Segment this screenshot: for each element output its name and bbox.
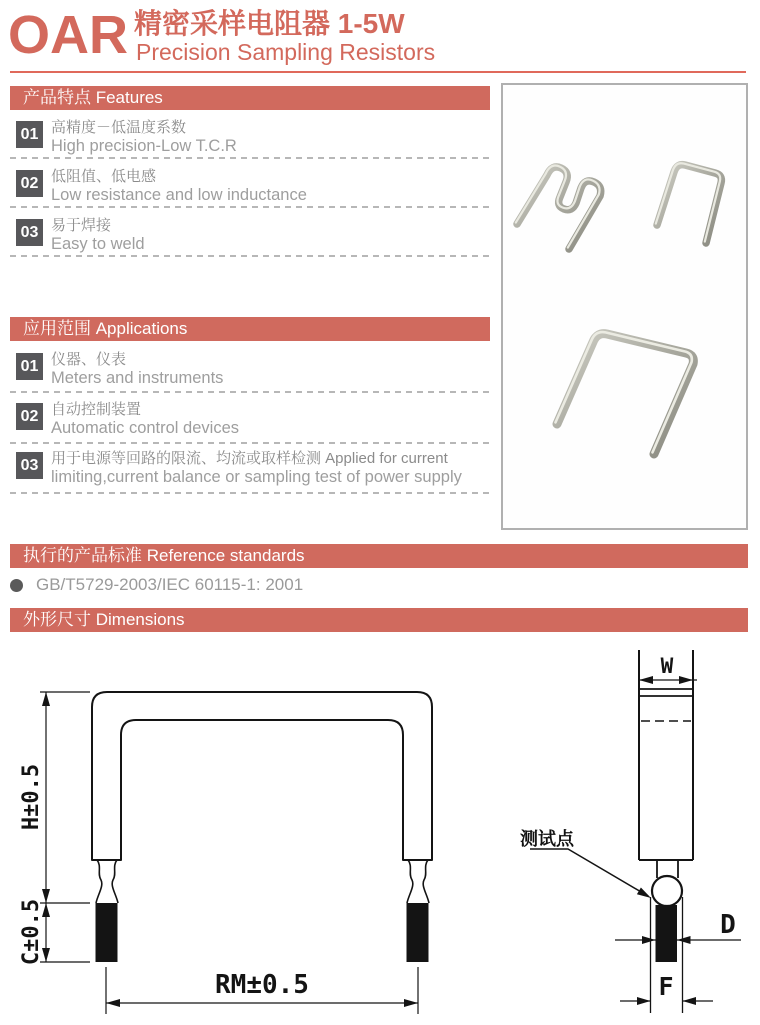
left-tinned-lead: [96, 903, 118, 962]
application-number-badge: 01: [16, 353, 43, 380]
test-point-leader: [530, 849, 651, 898]
product-photo: [501, 83, 748, 530]
brand-logo-text: OAR: [8, 5, 128, 65]
divider-dashed: [10, 492, 492, 494]
application-text-en: Meters and instruments: [51, 369, 224, 387]
application-number-badge: 02: [16, 403, 43, 430]
test-point-ball: [652, 876, 682, 906]
dimension-label-w: W: [660, 654, 674, 678]
right-tinned-lead: [407, 903, 429, 962]
divider-dashed: [10, 157, 492, 159]
dimension-drawing: [0, 636, 760, 1025]
application-item-2: [16, 401, 494, 438]
feature-text-en: Easy to weld: [51, 235, 145, 253]
test-point-label: 测试点: [520, 829, 574, 849]
application-text-en: Automatic control devices: [51, 419, 240, 437]
application-text-zh: 自动控制装置: [51, 401, 142, 418]
divider-dashed: [10, 255, 492, 257]
standards-item: [10, 575, 303, 595]
application-item-3: [16, 450, 494, 487]
application-text-zh: 用于电源等回路的限流、均流或取样检测 Applied for current: [51, 450, 448, 467]
dimensions-banner: 外形尺寸 Dimensions: [10, 608, 748, 632]
dimension-label-d: D: [720, 910, 736, 940]
application-text-zh: 仪器、仪表: [51, 351, 127, 368]
divider-dashed: [10, 391, 492, 393]
dimension-label-rm: RM±0.5: [215, 970, 309, 1000]
standards-banner: 执行的产品标准 Reference standards: [10, 544, 748, 568]
feature-item-1: [16, 119, 494, 156]
page-title-zh: 精密采样电阻器 1-5W: [134, 8, 405, 39]
dimension-label-c: C±0.5: [19, 898, 44, 966]
application-item-1: [16, 351, 494, 388]
front-view-outline: [92, 692, 432, 903]
application-number-badge: 03: [16, 452, 43, 479]
divider-dashed: [10, 206, 492, 208]
feature-text-en: Low resistance and low inductance: [51, 186, 307, 204]
bullet-icon: [10, 579, 23, 592]
m-shaped-resistor: [516, 166, 601, 249]
feature-text-zh: 易于焊接: [51, 217, 112, 234]
dimension-label-f: F: [658, 972, 674, 1001]
dimension-label-h: H±0.5: [19, 763, 44, 831]
applications-banner: 应用范围 Applications: [10, 317, 490, 341]
feature-number-badge: 02: [16, 170, 43, 197]
feature-text-zh: 低阻值、低电感: [51, 168, 157, 185]
feature-text-en: High precision-Low T.C.R: [51, 137, 237, 155]
resistor-wires-image: [503, 85, 746, 528]
feature-text-zh: 高精度－低温度系数: [51, 119, 187, 136]
page-title-en: Precision Sampling Resistors: [136, 39, 436, 65]
application-text-en: limiting,current balance or sampling test of power supply: [51, 468, 462, 486]
feature-number-badge: 03: [16, 219, 43, 246]
standards-text: GB/T5729-2003/IEC 60115-1: 2001: [36, 575, 304, 594]
header-divider: [10, 71, 746, 73]
feature-item-3: [16, 217, 494, 254]
small-u-resistor: [656, 163, 722, 243]
features-banner: 产品特点 Features: [10, 86, 490, 110]
feature-item-2: [16, 168, 494, 205]
dimension-h-c: [40, 692, 90, 962]
feature-number-badge: 01: [16, 121, 43, 148]
divider-dashed: [10, 442, 492, 444]
large-u-resistor: [556, 332, 694, 454]
side-tinned-lead: [656, 905, 678, 962]
